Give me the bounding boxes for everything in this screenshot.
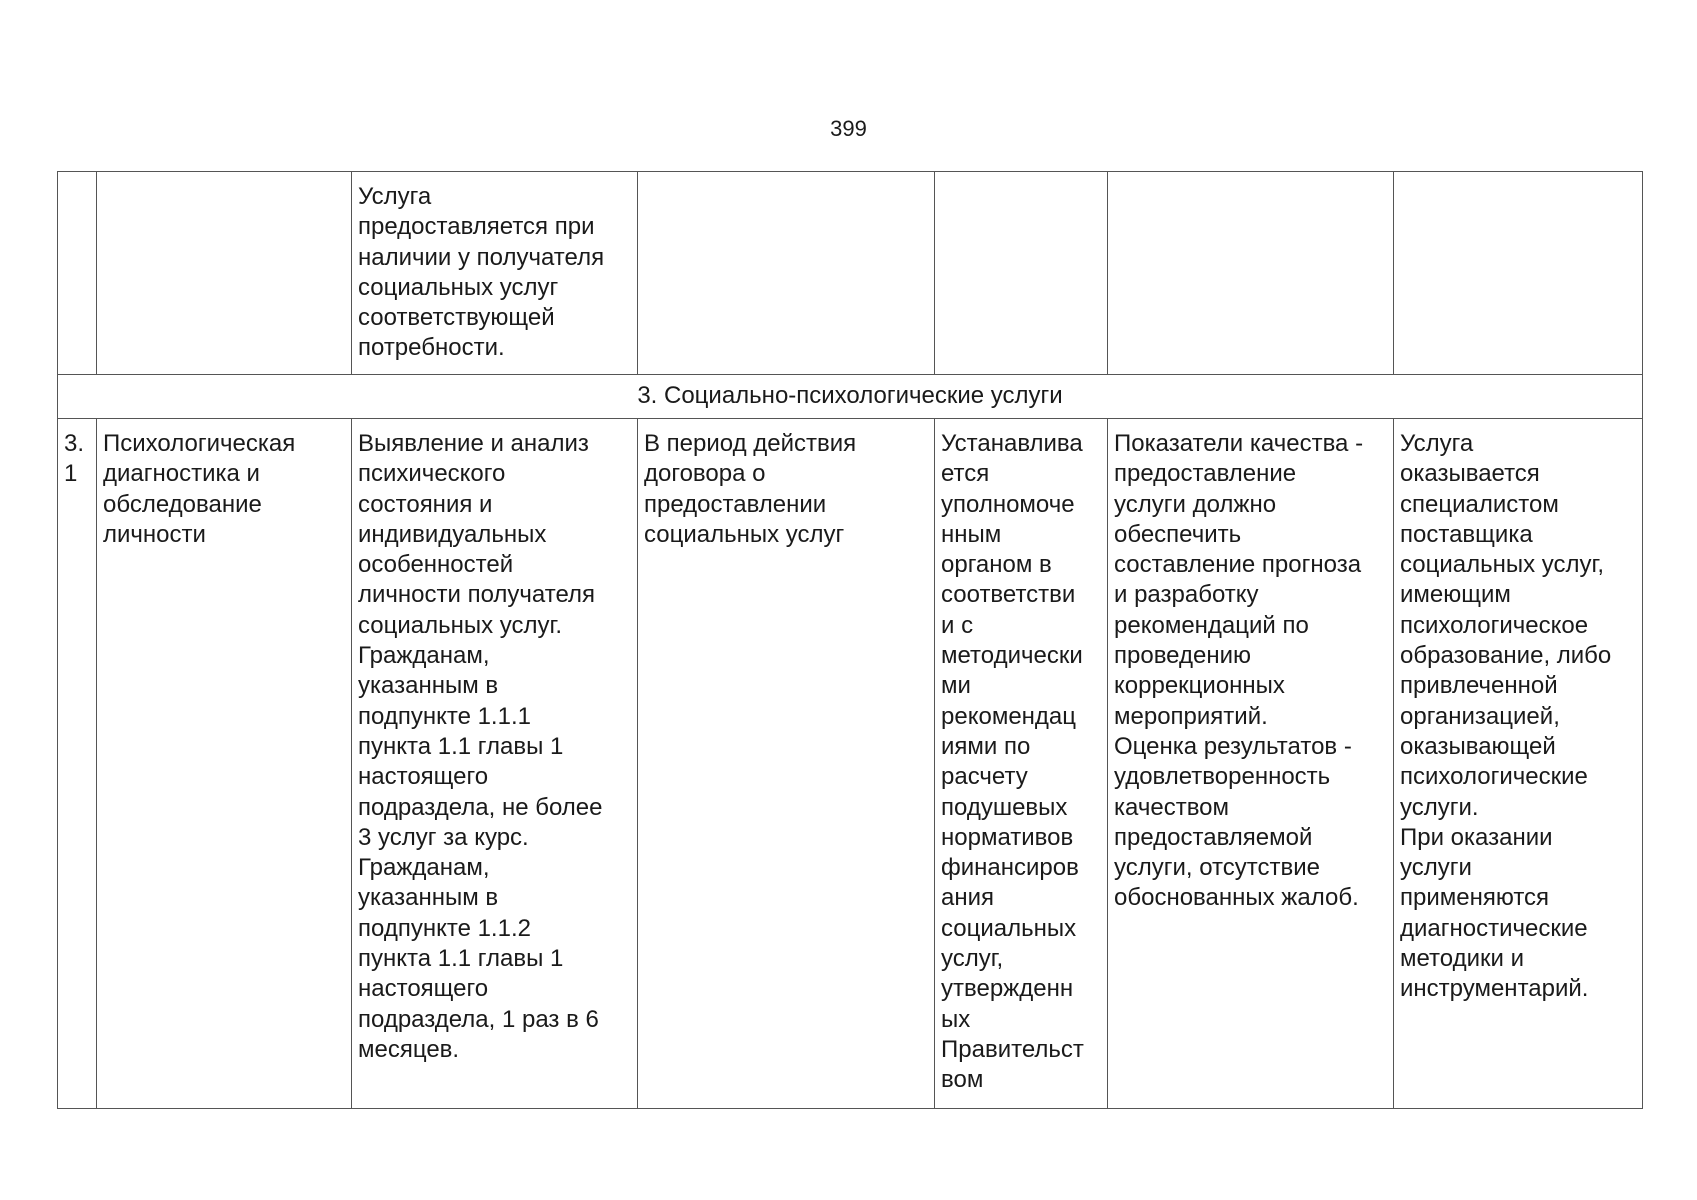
service-period <box>644 429 928 550</box>
text-line: психологические <box>1400 763 1588 791</box>
text-line: Оценка результатов - <box>1114 732 1352 760</box>
text-line: инструментарий. <box>1400 975 1589 1003</box>
table-row-3-1 <box>58 419 1643 1109</box>
text-line: пункта 1.1 главы 1 <box>358 732 564 760</box>
text-line: органом в <box>941 551 1052 579</box>
conditions-cell <box>1394 419 1643 1109</box>
text-line: социальных услуг <box>644 520 845 548</box>
text-line: расчету <box>941 763 1028 791</box>
text-line: услуги <box>1400 854 1472 882</box>
text-line: оказывающей <box>1400 732 1556 760</box>
text-line: потребности. <box>358 334 505 362</box>
text-line: Гражданам, <box>358 854 490 882</box>
text-line: социальных услуг, <box>1400 551 1605 579</box>
text-line: подраздела, не более <box>358 793 603 821</box>
text-line: психологическое <box>1400 611 1589 639</box>
text-line: указанным в <box>358 672 499 700</box>
text-line: подушевых <box>941 793 1068 821</box>
name-cell <box>97 172 352 375</box>
service-cost-norm <box>941 429 1101 1096</box>
text-line: иями по <box>941 732 1031 760</box>
text-line: образование, либо <box>1400 642 1612 670</box>
text-line: Психологическая <box>103 430 296 457</box>
text-line: психического <box>358 460 506 488</box>
text-line: подраздела, 1 раз в 6 <box>358 1005 599 1033</box>
text-line: пункта 1.1 главы 1 <box>358 945 564 973</box>
text-line: обоснованных жалоб. <box>1114 884 1359 912</box>
text-line: обеспечить <box>1114 520 1242 548</box>
text-line: услуги. <box>1400 793 1479 821</box>
text-line: ми <box>941 672 971 700</box>
text-line: 1 <box>64 460 78 488</box>
text-line: услуги, отсутствие <box>1114 854 1320 882</box>
text-line: предоставляется при <box>358 213 595 241</box>
text-line: и с <box>941 611 974 639</box>
text-line: В период действия <box>644 430 857 457</box>
text-line: Услуга <box>1400 430 1474 457</box>
text-line: диагностика и <box>103 460 260 488</box>
text-line: вом <box>941 1066 984 1094</box>
service-quality-indicators <box>1114 429 1387 914</box>
number-cell <box>58 172 97 375</box>
text-line: ется <box>941 460 990 488</box>
text-line: 3. <box>64 430 85 457</box>
cost-cell <box>935 419 1108 1109</box>
text-line: социальных услуг <box>358 273 559 301</box>
text-line: предоставлении <box>644 490 827 518</box>
description-cell <box>352 419 638 1109</box>
cost-cell <box>935 172 1108 375</box>
table-row-continuation <box>58 172 1643 375</box>
text-line: имеющим <box>1400 581 1511 609</box>
text-line: подпункте 1.1.1 <box>358 702 531 730</box>
text-line: состояния и <box>358 490 493 518</box>
text-line: социальных <box>941 914 1077 942</box>
text-line: и разработку <box>1114 581 1259 609</box>
quality-cell <box>1108 172 1394 375</box>
name-cell <box>97 419 352 1109</box>
text-line: нным <box>941 520 1002 548</box>
text-line: Правительст <box>941 1035 1084 1063</box>
text-line: методики и <box>1400 945 1524 973</box>
service-conditions <box>1400 429 1636 1005</box>
text-line: Устанавлива <box>941 430 1083 457</box>
service-description <box>358 429 631 1065</box>
number-cell <box>58 419 97 1109</box>
text-line: ых <box>941 1005 971 1033</box>
text-line: Услуга <box>358 183 432 210</box>
text-line: проведению <box>1114 642 1252 670</box>
page-number: 399 <box>830 116 867 141</box>
text-line: договора о <box>644 460 766 488</box>
text-line: указанным в <box>358 884 499 912</box>
text-line: оказывается <box>1400 460 1540 488</box>
text-line: При оказании <box>1400 823 1553 851</box>
text-line: ания <box>941 884 995 912</box>
text-line: соответстви <box>941 581 1076 609</box>
text-line: наличии у получателя <box>358 243 605 271</box>
text-line: диагностические <box>1400 914 1588 942</box>
text-line: уполномоче <box>941 490 1075 518</box>
description-cell <box>352 172 638 375</box>
continuation-condition-text <box>358 182 631 364</box>
period-cell <box>638 419 935 1109</box>
text-line: Гражданам, <box>358 642 490 670</box>
text-line: составление прогноза <box>1114 551 1362 579</box>
text-line: утвержденн <box>941 975 1074 1003</box>
text-line: организацией, <box>1400 702 1560 730</box>
text-line: мероприятий. <box>1114 702 1268 730</box>
text-line: 3 услуг за курс. <box>358 823 529 851</box>
text-line: удовлетворенность <box>1114 763 1331 791</box>
section-heading: 3. Социально-психологические услуги <box>58 375 1643 419</box>
text-line: услуги должно <box>1114 490 1277 518</box>
text-line: предоставляемой <box>1114 823 1313 851</box>
text-line: обследование <box>103 490 262 518</box>
text-line: рекомендаций по <box>1114 611 1309 639</box>
text-line: нормативов <box>941 823 1074 851</box>
text-line: специалистом <box>1400 490 1559 518</box>
text-line: услуг, <box>941 945 1004 973</box>
table-row-section-heading <box>58 375 1643 419</box>
text-line: личности получателя <box>358 581 595 609</box>
text-line: социальных услуг. <box>358 611 563 639</box>
text-line: индивидуальных <box>358 520 547 548</box>
period-cell <box>638 172 935 375</box>
conditions-cell <box>1394 172 1643 375</box>
text-line: Показатели качества - <box>1114 430 1364 457</box>
text-line: применяются <box>1400 884 1550 912</box>
text-line: финансиров <box>941 854 1079 882</box>
text-line: настоящего <box>358 763 489 791</box>
service-number <box>64 429 90 490</box>
text-line: предоставление <box>1114 460 1297 488</box>
text-line: настоящего <box>358 975 489 1003</box>
text-line: коррекционных <box>1114 672 1285 700</box>
text-line: соответствующей <box>358 304 555 332</box>
text-line: особенностей <box>358 551 514 579</box>
text-line: рекомендац <box>941 702 1077 730</box>
text-line: подпункте 1.1.2 <box>358 914 531 942</box>
text-line: качеством <box>1114 793 1230 821</box>
text-line: личности <box>103 520 206 548</box>
text-line: методически <box>941 642 1083 670</box>
text-line: привлеченной <box>1400 672 1558 700</box>
text-line: поставщика <box>1400 520 1533 548</box>
text-line: Выявление и анализ <box>358 430 589 457</box>
text-line: месяцев. <box>358 1035 460 1063</box>
services-table <box>57 171 1643 1109</box>
service-name <box>103 429 345 550</box>
quality-cell <box>1108 419 1394 1109</box>
